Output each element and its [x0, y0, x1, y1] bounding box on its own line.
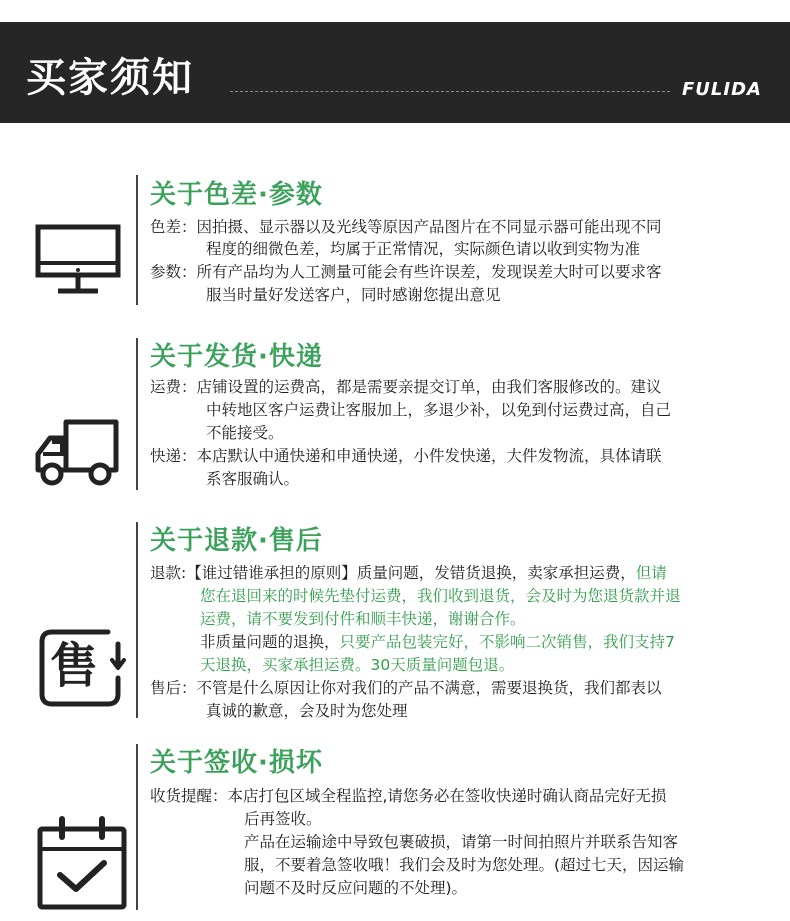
text-line: 产品在运输途中导致包裹破损，请第一时间拍照片并联系告知客 — [244, 833, 679, 851]
text-line-highlight: 您在退回来的时候先垫付运费，我们收到退货，会及时为您退货款并退 — [200, 587, 681, 605]
section-divider — [136, 522, 138, 718]
text-segment: 退款:【谁过错谁承担的原则】质量问题，发错货退换，卖家承担运费， — [150, 564, 636, 582]
calendar-check-icon — [32, 815, 132, 915]
text-line: 问题不及时反应问题的不处理)。 — [244, 879, 468, 897]
text-line: 色差：因拍摄、显示器以及光线等原因产品图片在不同显示器可能出现不同 — [150, 218, 662, 236]
text-line — [150, 562, 667, 584]
monitor-icon — [28, 215, 128, 315]
section-title: 关于退款·售后 — [150, 526, 323, 556]
after-sale-glyph: 售 — [50, 638, 99, 694]
text-line — [200, 631, 675, 653]
text-line: 后再签收。 — [244, 810, 322, 828]
header-divider — [230, 91, 670, 92]
text-line-highlight: 天退换，买家承担运费。30天质量问题包退。 — [200, 656, 515, 674]
text-line: 运费：店铺设置的运费高，都是需要亲提交订单，由我们客服修改的。建议 — [150, 378, 662, 396]
top-margin — [0, 0, 790, 22]
text-segment: 非质量问题的退换， — [200, 633, 340, 651]
text-line: 售后：不管是什么原因让你对我们的产品不满意，需要退换货，我们都表以 — [150, 679, 662, 697]
text-line: 中转地区客户运费让客服加上，多退少补，以免到付运费过高，自己 — [206, 401, 672, 419]
section-title: 关于色差·参数 — [150, 180, 323, 210]
page-title: 买家须知 — [26, 55, 194, 101]
text-line: 服，不要着急签收哦！我们会及时为您处理。(超过七天，因运输 — [244, 856, 685, 874]
header-banner — [0, 22, 790, 123]
text-segment-highlight: 只要产品包装完好，不影响二次销售，我们支持7 — [339, 633, 675, 651]
text-segment-highlight: 但请 — [635, 564, 667, 582]
section-title: 关于发货·快递 — [150, 342, 323, 372]
text-line: 不能接受。 — [206, 424, 284, 442]
section-title: 关于签收·损坏 — [150, 748, 323, 778]
text-line: 参数：所有产品均为人工测量可能会有些许误差，发现误差大时可以要求客 — [150, 263, 662, 281]
text-line: 系客服确认。 — [206, 470, 300, 488]
section-divider — [136, 338, 138, 490]
section-divider — [136, 175, 138, 305]
truck-icon — [28, 408, 128, 508]
text-line: 快递：本店默认中通快递和申通快递，小件发快递，大件发物流，具体请联 — [150, 447, 662, 465]
section-divider — [136, 744, 138, 910]
text-line: 服当时量好发送客户，同时感谢您提出意见 — [206, 286, 501, 304]
text-line: 收货提醒：本店打包区域全程监控,请您务必在签收快递时确认商品完好无损 — [150, 787, 667, 805]
after-sale-icon — [36, 622, 128, 714]
brand-logo: FULIDA — [682, 79, 762, 100]
text-line: 真诚的歉意，会及时为您处理 — [206, 702, 408, 720]
text-line: 程度的细微色差，均属于正常情况，实际颜色请以收到实物为准 — [206, 240, 641, 258]
text-line-highlight: 运费，请不要发到付件和顺丰快递，谢谢合作。 — [200, 610, 526, 628]
